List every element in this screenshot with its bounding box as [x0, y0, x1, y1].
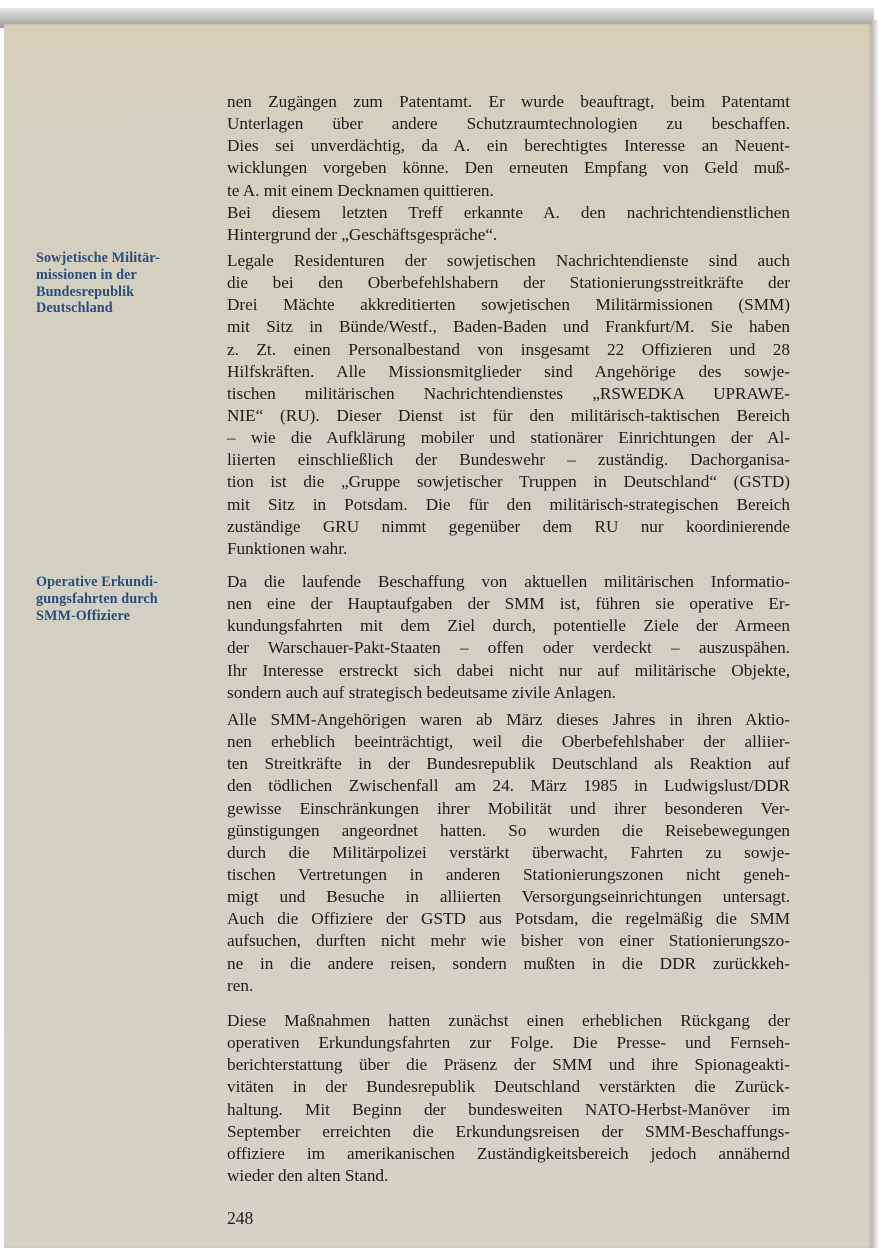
- text-line: tischen militärischen Nachrichtendienstes „RSWEDKA UPRAWE-: [227, 383, 790, 403]
- text-line: operativen Erkundungsfahrten zur Folge. Die Presse- und Fernseh-: [227, 1033, 790, 1053]
- margin-heading-line: missionen in der: [36, 266, 137, 283]
- text-line: Funktionen wahr.: [227, 538, 348, 558]
- text-line: Drei Mächte akkreditierten sowjetischen Militärmissionen (SMM): [227, 295, 790, 315]
- text-line: migt und Besuche in alliierten Versorgungseinrichtungen untersagt.: [227, 887, 790, 907]
- text-line: vitäten in der Bundesrepublik Deutschland verstärkten die Zurück-: [227, 1077, 790, 1097]
- text-line: kundungsfahrten mit dem Ziel durch, potentielle Ziele der Armeen: [227, 616, 790, 636]
- paragraph-patentamt: [227, 91, 790, 202]
- text-line: Alle SMM-Angehörigen waren ab März dieses Jahres in ihren Aktio-: [227, 710, 790, 729]
- text-line: Hilfskräften. Alle Missionsmitglieder sind Angehörige des sowje-: [227, 361, 790, 381]
- text-line: NIE“ (RU). Dieser Dienst ist für den militärisch-taktischen Bereich: [227, 405, 790, 425]
- text-line: die bei den Oberbefehlshabern der Stationierungsstreitkräfte der: [227, 273, 790, 293]
- text-line: günstigungen angeordnet hatten. So wurden die Reisebewegungen: [227, 820, 790, 840]
- text-line: Hintergrund der „Geschäftsgespräche“.: [227, 224, 498, 244]
- text-line: tion ist die „Gruppe sowjetischer Truppen in Deutschland“ (GSTD): [227, 472, 790, 492]
- text-line: mit Sitz in Potsdam. Die für den militärisch-strategischen Bereich: [227, 494, 790, 514]
- text-line: Dies sei unverdächtig, da A. ein berechtigtes Interesse an Neuent-: [227, 136, 790, 156]
- text-line: liierten einschließlich der Bundeswehr – zuständig. Dachorganisa-: [227, 450, 790, 470]
- paragraph-legale-residenturen: [227, 250, 790, 560]
- paragraph-letzter-treff: [227, 202, 790, 246]
- text-line: nen erheblich beeinträchtigt, weil die Oberbefehlshaber der alliier-: [227, 732, 790, 752]
- page-right-edge: [872, 20, 878, 1248]
- margin-heading-line: Bundesrepublik: [36, 283, 135, 300]
- text-line: gewisse Einschränkungen ihrer Mobilität und ihrer besonderen Ver-: [227, 798, 790, 818]
- margin-heading-line: gungsfahrten durch: [36, 590, 158, 607]
- text-line: Da die laufende Beschaffung von aktuellen militärischen Informatio-: [227, 572, 790, 591]
- text-line: nen Zugängen zum Patentamt. Er wurde beauftragt, beim Patentamt: [227, 92, 790, 111]
- paragraph-laufende-beschaffung: [227, 571, 790, 704]
- text-line: September erreichten die Erkundungsreisen der SMM-Beschaffungs-: [227, 1121, 790, 1141]
- page-number: 248: [227, 1208, 254, 1228]
- text-line: wicklungen vorgeben könne. Den erneuten Empfang von Geld muß-: [227, 158, 790, 178]
- margin-heading-line: SMM-Offiziere: [36, 607, 130, 624]
- text-line: haltung. Mit Beginn der bundesweiten NATO-Herbst-Manöver im: [227, 1099, 790, 1119]
- text-line: wieder den alten Stand.: [227, 1165, 389, 1185]
- text-line: der Warschauer-Pakt-Staaten – offen oder verdeckt – auszuspähen.: [227, 638, 790, 658]
- text-line: Legale Residenturen der sowjetischen Nachrichtendienste sind auch: [227, 251, 790, 270]
- text-line: Ihr Interesse erstreckt sich dabei nicht nur auf militärische Objekte,: [227, 660, 790, 680]
- text-line: – wie die Aufklärung mobiler und stationärer Einrichtungen der Al-: [227, 428, 790, 448]
- text-line: offiziere im amerikanischen Zuständigkeitsbereich jedoch annähernd: [227, 1143, 790, 1163]
- text-line: durch die Militärpolizei verstärkt überwacht, Fahrten zu sowje-: [227, 842, 790, 862]
- margin-heading-line: Sowjetische Militär-: [36, 250, 160, 266]
- text-line: z. Zt. einen Personalbestand von insgesamt 22 Offizieren und 28: [227, 339, 790, 359]
- text-line: Diese Maßnahmen hatten zunächst einen erheblichen Rückgang der: [227, 1011, 790, 1030]
- text-line: ne in die andere reisen, sondern mußten in die DDR zurückkeh-: [227, 953, 790, 973]
- text-line: ren.: [227, 975, 254, 995]
- margin-heading-line: Operative Erkundi-: [36, 574, 159, 590]
- margin-heading-sowjetische-militaermissionen: [36, 250, 211, 317]
- text-line: sondern auch auf strategisch bedeutsame zivile Anlagen.: [227, 682, 616, 702]
- text-line: den tödlichen Zwischenfall am 24. März 1985 in Ludwigslust/DDR: [227, 776, 790, 796]
- text-line: Bei diesem letzten Treff erkannte A. den nachrichtendienstlichen: [227, 202, 790, 222]
- text-line: te A. mit einem Decknamen quittieren.: [227, 180, 494, 200]
- paragraph-massnahmen: [227, 1010, 790, 1187]
- text-line: aufsuchen, durften nicht mehr wie bisher von einer Stationierungszo-: [227, 931, 790, 951]
- text-line: ten Streitkräfte in der Bundesrepublik Deutschland als Reaktion auf: [227, 754, 790, 774]
- text-line: tischen Vertretungen in anderen Stationierungszonen nicht geneh-: [227, 864, 790, 884]
- text-line: Auch die Offiziere der GSTD aus Potsdam, die regelmäßig die SMM: [227, 909, 790, 929]
- text-line: zuständige GRU nimmt gegenüber dem RU nur koordinierende: [227, 516, 790, 536]
- paragraph-smm-angehoerige: [227, 709, 790, 997]
- margin-heading-line: Deutschland: [36, 300, 113, 317]
- margin-heading-operative-erkundungsfahrten: [36, 574, 211, 624]
- text-line: mit Sitz in Bünde/Westf., Baden-Baden und Frankfurt/M. Sie haben: [227, 317, 790, 337]
- text-line: berichterstattung über die Präsenz der SMM und ihre Spionageakti-: [227, 1055, 790, 1075]
- text-line: Unterlagen über andere Schutzraumtechnologien zu beschaffen.: [227, 114, 790, 134]
- text-line: nen eine der Hauptaufgaben der SMM ist, führen sie operative Er-: [227, 594, 790, 614]
